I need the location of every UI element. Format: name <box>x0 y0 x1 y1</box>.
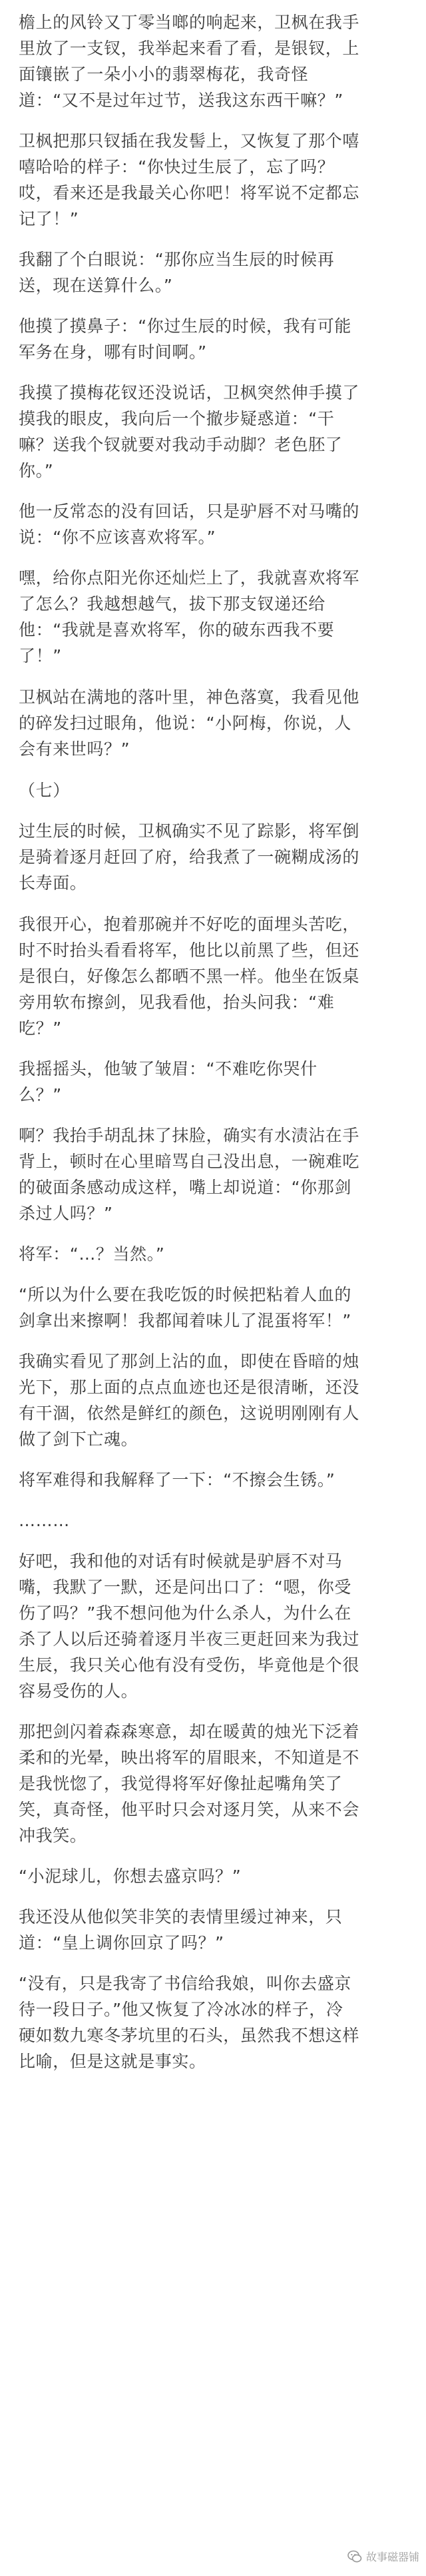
paragraph: 卫枫站在满地的落叶里，神色落寞，我看见他 的碎发扫过眼角，他说：“小阿梅，你说，人 会有来世吗？” <box>19 687 360 759</box>
paragraph: 卫枫把那只钗插在我发髻上，又恢复了那个嘻 嘻哈哈的样子：“你快过生辰了，忘了吗？ 哎，看来还是我最关心你吧！将军说不定都忘 记了！” <box>19 131 360 228</box>
paragraph: 他摸了摸鼻子：“你过生辰的时候，我有可能 军务在身，哪有时间啊。” <box>19 316 351 362</box>
paragraph: 我摇摇头，他皱了皱眉：“不难吃你哭什 么？” <box>19 1059 318 1104</box>
paragraph: 他一反常态的没有回话，只是驴唇不对马嘴的 说：“你不应该喜欢将军。” <box>19 502 360 547</box>
paragraph: “小泥球儿，你想去盛京吗？” <box>19 1867 242 1886</box>
paragraph: 将军：“…？当然。” <box>19 1244 165 1264</box>
paragraph: 嘿，给你点阳光你还灿烂上了，我就喜欢将军 了怎么？我越想越气，拔下那支钗递还给 他：“我就是喜欢将军，你的破东西我不要 了！” <box>19 568 360 665</box>
paragraph: “所以为什么要在我吃饭的时候把粘着人血的 剑拿出来擦啊！我都闻着味儿了混蛋将军！” <box>19 1285 351 1330</box>
paragraph: 檐上的风铃又丁零当啷的响起来，卫枫在我手 里放了一支钗，我举起来看了看，是银钗，上 面镶嵌了一朵小小的翡翠梅花，我奇怪 道：“又不是过年过节，送我这东西干嘛？” <box>19 13 360 110</box>
paragraph: ……… <box>19 1511 70 1530</box>
watermark-label: 故事磁器铺 <box>365 2551 419 2563</box>
section-heading: （七） <box>19 781 70 800</box>
paragraph: 我还没从他似笑非笑的表情里缓过神来，只 道：“皇上调你回京了吗？” <box>19 1907 343 1952</box>
paragraph: 我很开心，抱着那碗并不好吃的面埋头苦吃， 时不时抬头看看将军，他比以前黑了些，但还 是很白，好像怎么都晒不黑一样。他坐在饭桌 旁用软布擦剑，见我看他，抬头问我：“难 吃？” <box>19 915 360 1038</box>
paragraph: “没有，只是我寄了书信给我娘，叫你去盛京 待一段日子。”他又恢复了冷冰冰的样子，冷 硬如数九寒冬茅坑里的石头，虽然我不想这样 比喻，但是这就是事实。 <box>19 1974 360 2071</box>
wechat-watermark <box>286 2544 419 2571</box>
paragraph: 过生辰的时候，卫枫确实不见了踪影，将军倒 是骑着逐月赶回了府，给我煮了一碗糊成汤的 长寿面。 <box>19 821 360 893</box>
paragraph: 我确实看见了那剑上沾的血，即使在昏暗的烛 光下，那上面的点点血迹也还是很清晰，还没 有干涸，依然是鲜红的颜色，这说明刚刚有人 做了剑下亡魂。 <box>19 1352 360 1449</box>
paragraph: 好吧，我和他的对话有时候就是驴唇不对马 嘴，我默了一默，还是问出口了：“嗯，你受 伤了吗？”我不想问他为什么杀人，为什么在 杀了人以后还骑着逐月半夜三更赶回来为我过 生辰，我只关心他有没有受伤，毕竟他是个很 容易受伤的人。 <box>19 1551 360 1701</box>
paragraph: 我翻了个白眼说：“那你应当生辰的时候再 送，现在送算什么。” <box>19 250 335 295</box>
paragraph: 将军难得和我解释了一下：“不擦会生锈。” <box>19 1470 335 1490</box>
paragraph: 那把剑闪着森森寒意，却在暖黄的烛光下泛着 柔和的光晕，映出将军的眉眼来，不知道是不 是我恍惚了，我觉得将军好像扯起嘴角笑了 笑，真奇怪，他平时只会对逐月笑，从来不会 冲我笑。 <box>19 1722 360 1845</box>
article-body <box>19 0 407 2576</box>
paragraph: 啊？我抬手胡乱抹了抹脸，确实有水渍沾在手 背上，顿时在心里暗骂自己没出息，一碗难吃 的破面条感动成这样，嘴上却说道：“你那剑 杀过人吗？” <box>19 1126 360 1223</box>
paragraph: 我摸了摸梅花钗还没说话，卫枫突然伸手摸了 摸我的眼皮，我向后一个撤步疑惑道：“干 嘛？送我个钗就要对我动手动脚？老色胚了 你。” <box>19 383 360 480</box>
wechat-account-icon <box>347 2549 362 2564</box>
